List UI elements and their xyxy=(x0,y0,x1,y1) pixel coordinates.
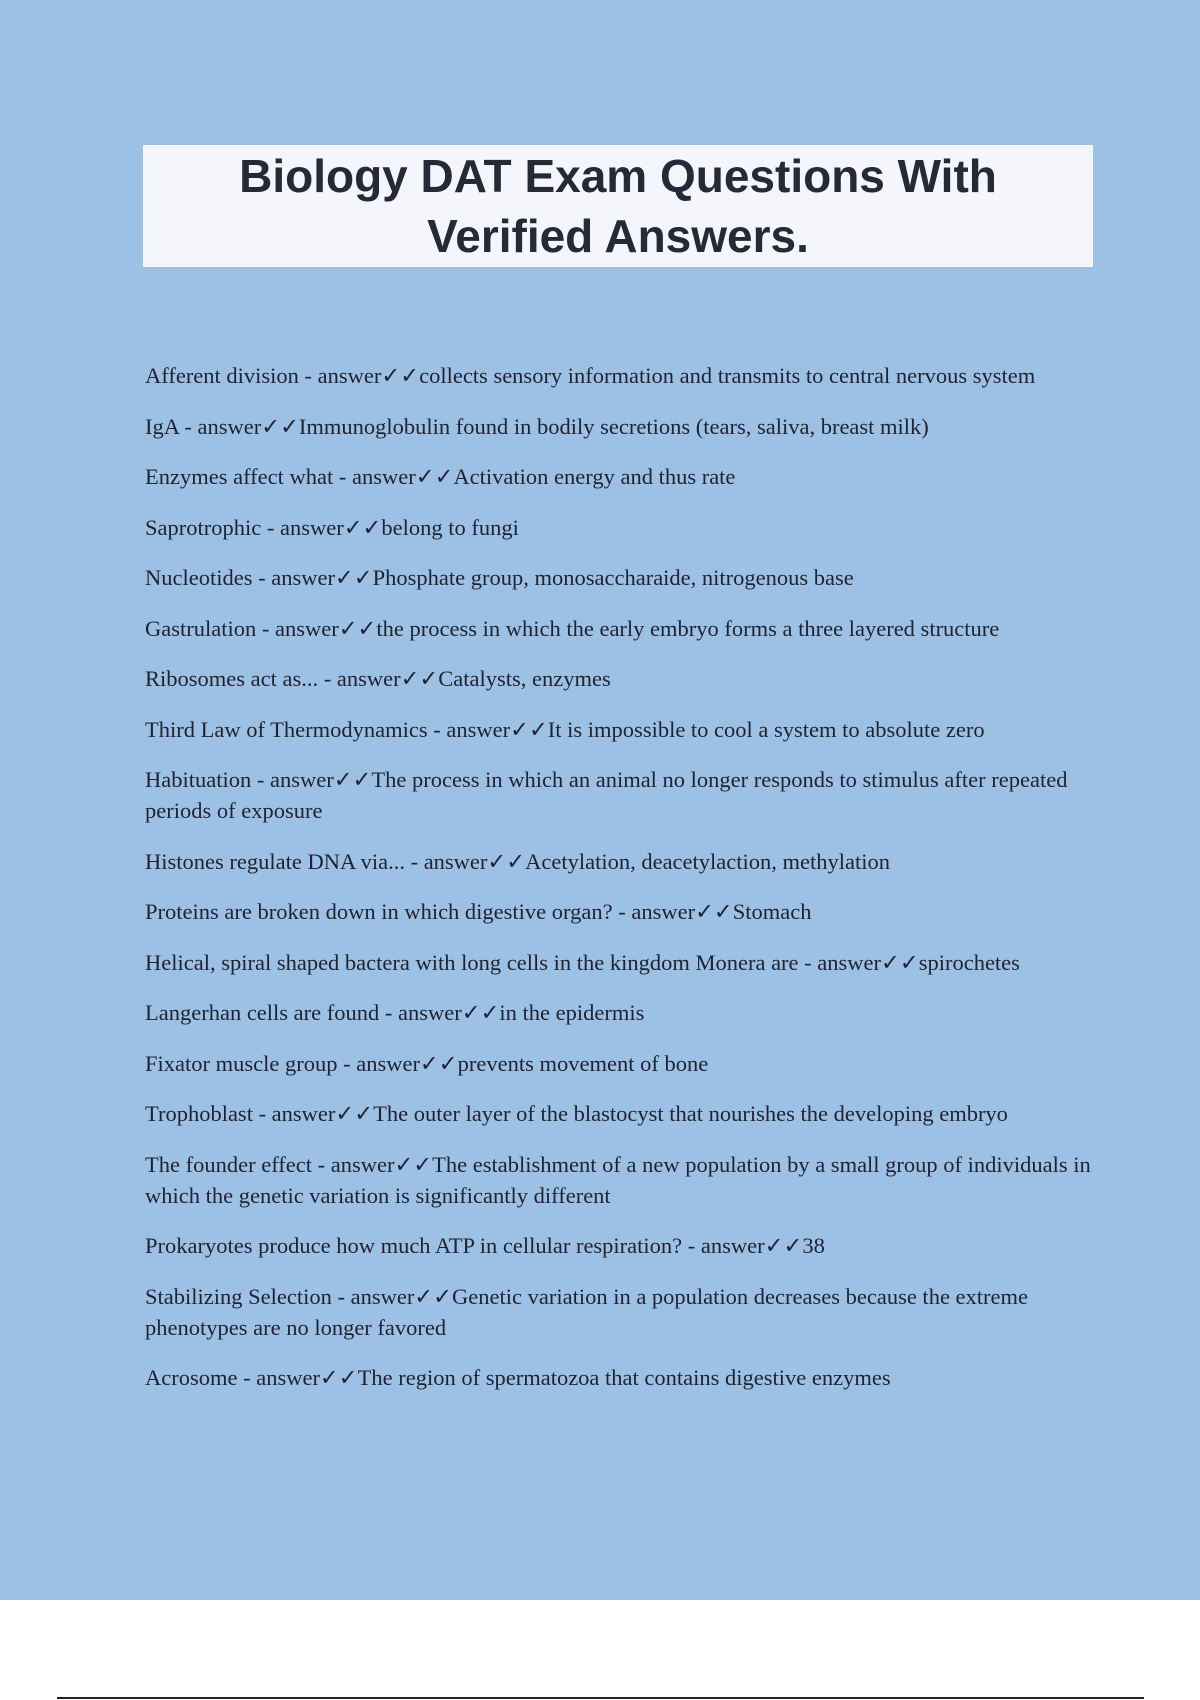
title-box xyxy=(143,145,1093,267)
qa-item: Acrosome - answer✓✓The region of spermatozoa that contains digestive enzymes xyxy=(145,1365,891,1390)
qa-item: Langerhan cells are found - answer✓✓in the epidermis xyxy=(145,1000,645,1025)
qa-item: Third Law of Thermodynamics - answer✓✓It is impossible to cool a system to absolute zero xyxy=(145,716,985,742)
document-title-line-1: Biology DAT Exam Questions With xyxy=(239,150,997,202)
qa-item: Nucleotides - answer✓✓Phosphate group, monosaccharaide, nitrogenous base xyxy=(145,565,854,590)
qa-item: Helical, spiral shaped bactera with long cells in the kingdom Monera are - answer✓✓spirochetes xyxy=(145,949,1020,975)
qa-item: Trophoblast - answer✓✓The outer layer of the blastocyst that nourishes the developing embryo xyxy=(145,1101,1008,1126)
qa-item: Prokaryotes produce how much ATP in cellular respiration? - answer✓✓38 xyxy=(145,1233,825,1258)
qa-item: The founder effect - answer✓✓The establishment of a new population by a small group of individuals in which the genetic variation is significantly different xyxy=(145,1151,1091,1208)
qa-item: IgA - answer✓✓Immunoglobulin found in bodily secretions (tears, saliva, breast milk) xyxy=(145,413,929,439)
qa-item: Gastrulation - answer✓✓the process in which the early embryo forms a three layered structure xyxy=(145,615,1000,641)
document-title-line-2: Verified Answers. xyxy=(427,210,809,262)
qa-item: Histones regulate DNA via... - answer✓✓Acetylation, deacetylaction, methylation xyxy=(145,848,890,874)
qa-item: Fixator muscle group - answer✓✓prevents movement of bone xyxy=(145,1050,709,1076)
footer-divider xyxy=(57,1697,1144,1699)
qa-item: Ribosomes act as... - answer✓✓Catalysts, enzymes xyxy=(145,666,611,691)
qa-item: Afferent division - answer✓✓collects sensory information and transmits to central nervous system xyxy=(145,363,1036,388)
qa-item: Enzymes affect what - answer✓✓Activation energy and thus rate xyxy=(145,464,736,489)
qa-item: Habituation - answer✓✓The process in which an animal no longer responds to stimulus after repeated periods of exposure xyxy=(145,767,1068,823)
qa-item: Saprotrophic - answer✓✓belong to fungi xyxy=(145,514,519,540)
qa-list xyxy=(145,360,1095,1413)
qa-item: Proteins are broken down in which digestive organ? - answer✓✓Stomach xyxy=(145,899,812,924)
qa-item: Stabilizing Selection - answer✓✓Genetic variation in a population decreases because the extreme phenotypes are no longer favored xyxy=(145,1283,1029,1340)
